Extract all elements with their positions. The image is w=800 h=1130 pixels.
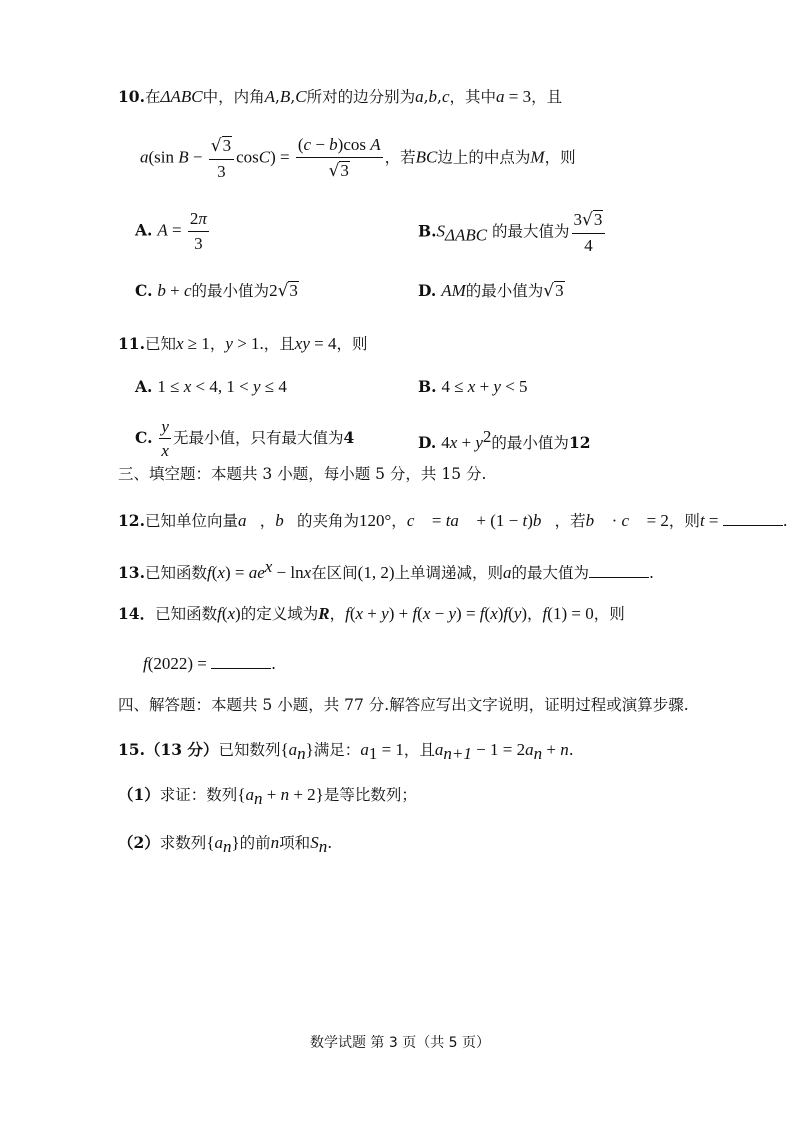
q10-condition: a(sin B − $\frac{√3}{3}$ cosC) = $\frac{\text{(c − b)cos A}}{√3}$ ，若BC边上的中点为M，则 [140,135,576,181]
page-footer: 数学试题 第 3 页（共 5 页） [309,1035,491,1051]
q10-option-a: A. A = $\frac{2\pi}{3}$ [135,209,207,253]
q10-option-d: D. AM的最小值为√3 [418,281,564,301]
section-3-heading: 三、填空题：本题共 3 小题，每小题 5 分，共 15 分. [118,465,487,483]
q13-stem: 13.已知函数$f(x) = ae^x - \ln x$在区间(1, 2)上单调递减，则a的最大值为 . [118,557,654,583]
q12-stem: 12.已知单位向量a⃗，b⃗的夹角为120°，c⃗ = ta⃗ + (1 − t)b⃗，若b⃗ · c⃗ = 2，则t = . [118,511,788,530]
q14-stem: 14．已知函数f(x)的定义域为R，f(x + y) + f(x − y) = f(x)f(y)，f(1) = 0，则 [118,604,625,623]
q10-stem: 10.在ΔABC中，内角A,B,C所对的边分别为a,b,c，其中a = 3，且 [118,87,563,106]
q10-option-b: $B.S_{\Delta ABC}$ 的最大值为 $\frac{3√3}{4}$ [418,210,607,255]
q14-answer-blank [211,668,271,669]
q11-option-c: C. $\frac{y}{x}$ 无最小值，只有最大值为4 [135,417,355,460]
q15-part-2: （2）求数列$\{a_n\}$的前n项和$S_n$. [118,833,333,857]
q15-part-1: （1）求证：数列$\{a_n + n + 2\}$是等比数列； [118,785,417,809]
q11-option-b: B. 4 ≤ x + y < 5 [418,377,528,396]
q10-option-c: C. b + c的最小值为2√3 [135,281,298,301]
q13-answer-blank [589,577,649,578]
q12-answer-blank [723,525,783,526]
q14-answer-line: f(2022) = . [143,654,277,673]
q11-option-a: A. 1 ≤ x < 4, 1 < y ≤ 4 [135,377,287,396]
q11-option-d: D. $4x + y^2$的最小值为12 [418,427,591,453]
section-4-heading: 四、解答题：本题共 5 小题，共 77 分.解答应写出文字说明，证明过程或演算步骤. [118,696,689,714]
q15-stem: 15.（13 分）已知数列$\{a_n\}$满足：$a_1 = 1$，且$a_{n+1} - 1 = 2a_n + n$. [118,740,574,764]
q11-stem: 11.已知x ≥ 1，y > 1.，且xy = 4，则 [118,334,368,353]
